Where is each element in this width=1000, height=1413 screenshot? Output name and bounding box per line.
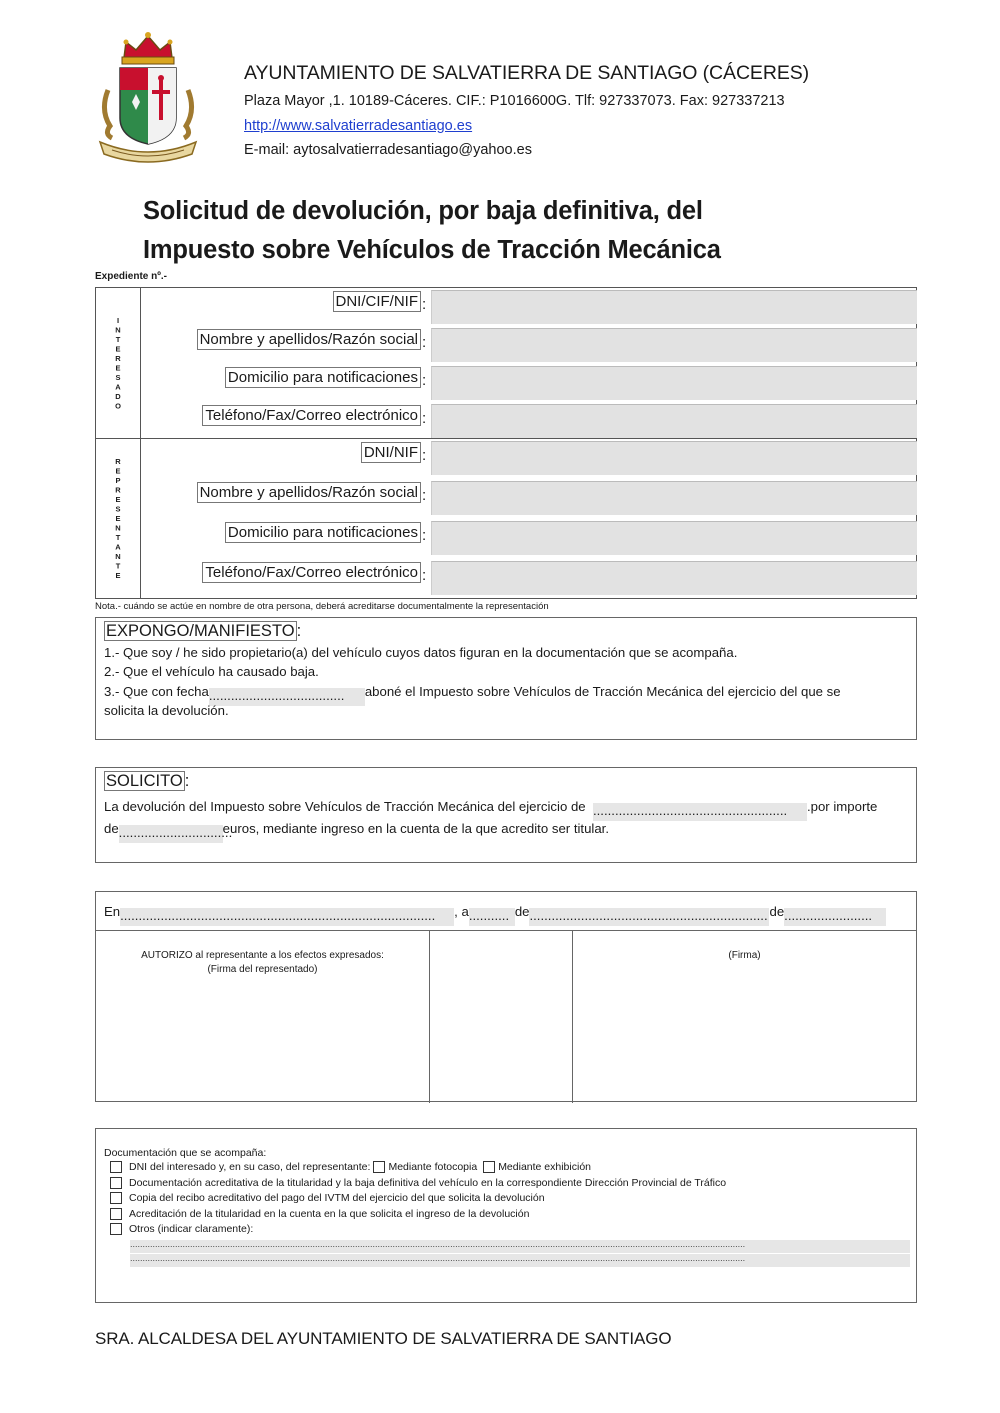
doc-item-titularidad: Documentación acreditativa de la titularidad y la baja definitiva del vehículo en la correspondiente Dirección Provincial de Tráfico: [110, 1177, 726, 1189]
coat-of-arms-logo: [96, 30, 200, 166]
exhibicion-checkbox[interactable]: [483, 1161, 495, 1173]
lugar-fecha-line: En...................................................................................... , a........... de................................................................. de........................: [104, 904, 886, 926]
representante-nombre-row: Nombre y apellidos/Razón social :: [141, 479, 918, 517]
lugar-field[interactable]: ......................................................................................: [120, 908, 454, 926]
representante-telefono-input[interactable]: [431, 561, 917, 595]
expongo-section: [95, 617, 917, 740]
firma-cell[interactable]: [573, 931, 916, 1103]
representante-vertical-label: REPRESENTANTE: [96, 439, 141, 598]
representante-dni-input[interactable]: [431, 441, 917, 475]
autorizo-text: AUTORIZO al representante a los efectos expresados:: [141, 950, 384, 961]
form-title: [143, 192, 721, 270]
interesado-dni-label: DNI/CIF/NIF: [333, 291, 422, 312]
representation-note: Nota.- cuándo se actúe en nombre de otra persona, deberá acreditarse documentalmente la representación: [95, 601, 549, 612]
header-address: Plaza Mayor ,1. 10189-Cáceres. CIF.: P1016600G. Tlf: 927337073. Fax: 927337213: [244, 93, 785, 109]
doc-item-recibo: Copia del recibo acreditativo del pago del IVTM del ejercicio del que solicita la devolución: [110, 1192, 545, 1204]
documentacion-title: Documentación que se acompaña:: [104, 1147, 267, 1159]
expediente-label: Expediente nº.-: [95, 271, 167, 282]
representante-block: [95, 439, 917, 599]
representante-domicilio-input[interactable]: [431, 521, 917, 555]
mes-field[interactable]: .................................................................: [529, 908, 769, 926]
doc-item-dni: DNI del interesado y, en su caso, del representante: Mediante fotocopia Mediante exhibición: [110, 1161, 591, 1173]
dni-checkbox[interactable]: [110, 1161, 122, 1173]
representante-dni-label: DNI/NIF: [361, 442, 421, 463]
dia-field[interactable]: ...........: [469, 908, 515, 926]
interesado-nombre-row: Nombre y apellidos/Razón social :: [141, 326, 918, 364]
header-title: AYUNTAMIENTO DE SALVATIERRA DE SANTIAGO (CÁCERES): [244, 62, 810, 84]
doc-item-otros: Otros (indicar claramente):: [110, 1223, 253, 1235]
titularidad-checkbox[interactable]: [110, 1177, 122, 1189]
lugar-fecha-section: [95, 891, 917, 1102]
doc-item-cuenta: Acreditación de la titularidad en la cuenta en la que solicita el ingreso de la devolución: [110, 1208, 529, 1220]
form-title-line-2: Impuesto sobre Vehículos de Tracción Mecánica: [143, 236, 721, 264]
interesado-telefono-input[interactable]: [431, 404, 917, 438]
representante-telefono-row: Teléfono/Fax/Correo electrónico :: [141, 559, 918, 597]
solicito-section: [95, 767, 917, 863]
interesado-domicilio-row: Domicilio para notificaciones :: [141, 364, 918, 402]
representante-domicilio-label: Domicilio para notificaciones: [225, 522, 421, 543]
header-website-link[interactable]: http://www.salvatierradesantiago.es: [244, 118, 473, 134]
otros-checkbox[interactable]: [110, 1223, 122, 1235]
interesado-dni-input[interactable]: [431, 290, 917, 324]
expongo-line-2: 2.- Que el vehículo ha causado baja.: [104, 664, 319, 679]
signature-grid: [96, 930, 916, 1102]
representante-nombre-label: Nombre y apellidos/Razón social: [197, 482, 421, 503]
documentacion-section: [95, 1128, 917, 1303]
importe-field[interactable]: ...............................: [119, 825, 223, 843]
interesado-domicilio-label: Domicilio para notificaciones: [225, 367, 421, 388]
cuenta-checkbox[interactable]: [110, 1208, 122, 1220]
interesado-nombre-label: Nombre y apellidos/Razón social: [197, 329, 421, 350]
header-email: E-mail: aytosalvatierradesantiago@yahoo.es: [244, 142, 532, 158]
solicito-heading: SOLICITO :: [106, 772, 190, 790]
interesado-domicilio-input[interactable]: [431, 366, 917, 400]
addressee-footer: SRA. ALCALDESA DEL AYUNTAMIENTO DE SALVATIERRA DE SANTIAGO: [95, 1329, 672, 1348]
ejercicio-field[interactable]: .....................................................: [593, 803, 807, 821]
anio-field[interactable]: ........................: [784, 908, 886, 926]
interesado-telefono-row: Teléfono/Fax/Correo electrónico :: [141, 402, 918, 440]
interesado-telefono-label: Teléfono/Fax/Correo electrónico: [202, 405, 421, 426]
firma-representado-cell[interactable]: [96, 931, 430, 1103]
recibo-checkbox[interactable]: [110, 1192, 122, 1204]
representante-nombre-input[interactable]: [431, 481, 917, 515]
firma-representado-text: (Firma del representado): [207, 964, 318, 975]
otros-field-line-1[interactable]: ......................................................................................................................................................................................................................................................: [130, 1240, 910, 1253]
form-title-line-1: Solicitud de devolución, por baja definitiva, del: [143, 197, 703, 225]
interesado-vertical-label: INTERESADO: [96, 288, 141, 438]
expongo-line-4: solicita la devolución.: [104, 703, 229, 718]
interesado-nombre-input[interactable]: [431, 328, 917, 362]
representante-telefono-label: Teléfono/Fax/Correo electrónico: [202, 562, 421, 583]
expongo-line-3: 3.- Que con fecha..................................... aboné el Impuesto sobre Vehículos de Tracción Mecánica del ejercicio del que se: [104, 684, 841, 706]
solicito-line-1: La devolución del Impuesto sobre Vehículos de Tracción Mecánica del ejercicio de ..................................................... .por importe: [104, 799, 877, 821]
blank-cell: [430, 931, 573, 1103]
representante-domicilio-row: Domicilio para notificaciones :: [141, 519, 918, 557]
firma-text: (Firma): [728, 950, 761, 961]
solicito-line-2: de...............................euros, mediante ingreso en la cuenta de la que acredito ser titular.: [104, 821, 609, 843]
fecha-pago-field[interactable]: .....................................: [209, 688, 365, 706]
representante-dni-row: DNI/NIF :: [141, 439, 918, 477]
fotocopia-checkbox[interactable]: [373, 1161, 385, 1173]
interesado-dni-row: DNI/CIF/NIF :: [141, 288, 918, 326]
expongo-line-1: 1.- Que soy / he sido propietario(a) del vehículo cuyos datos figuran en la documentación que se acompaña.: [104, 645, 738, 660]
expongo-heading: EXPONGO/MANIFIESTO :: [106, 622, 302, 640]
otros-field-line-2[interactable]: ......................................................................................................................................................................................................................................................: [130, 1254, 910, 1267]
interesado-block: [95, 287, 917, 439]
